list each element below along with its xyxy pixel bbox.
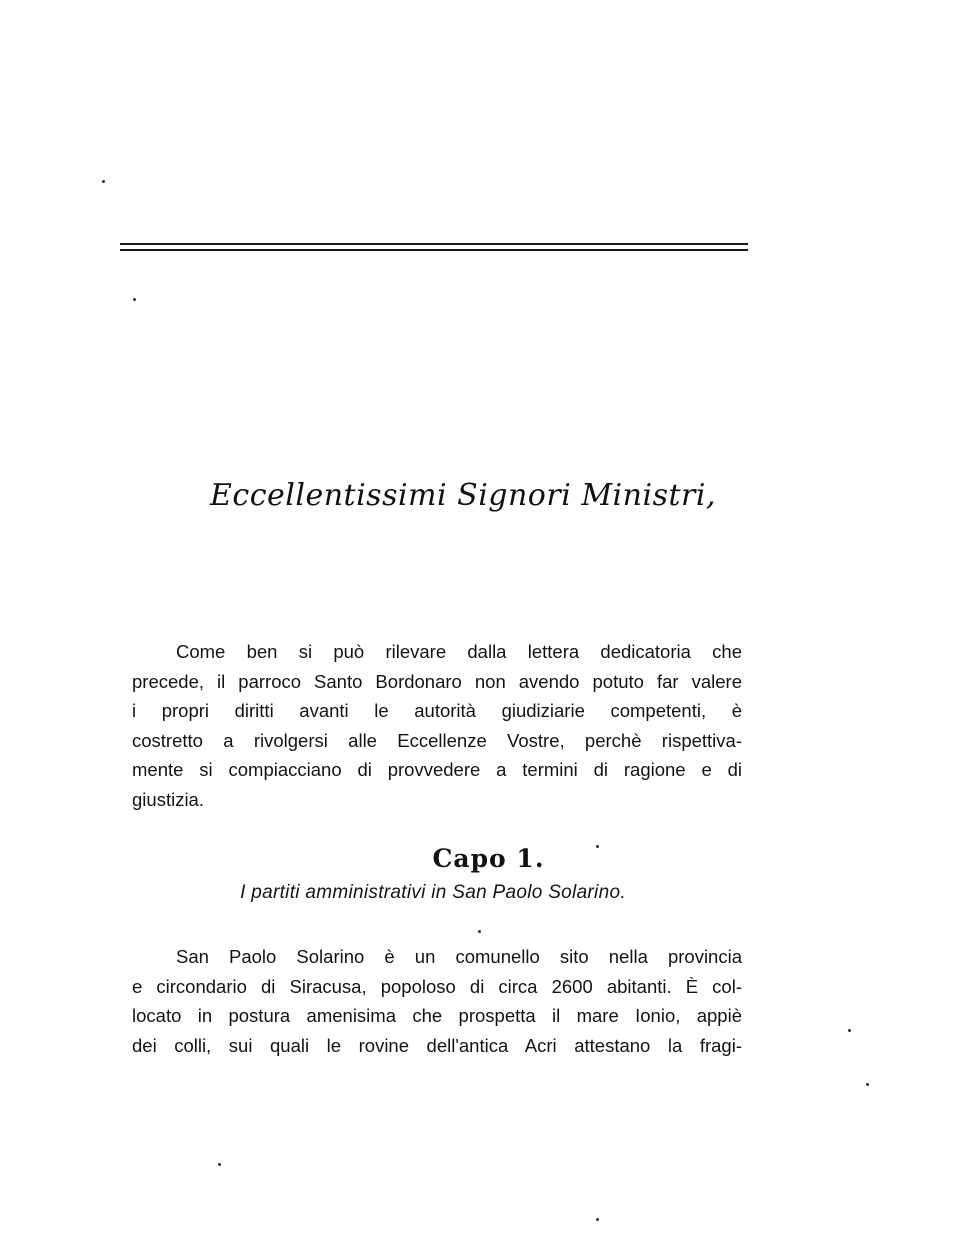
scan-speck [218,1163,221,1166]
paragraph-line: precede, il parroco Santo Bordonaro non avendo potuto far valere [132,670,742,692]
paragraph-line: San Paolo Solarino è un comunello sito nella provincia [176,946,742,967]
paragraph-line: locato in postura amenisima che prospetta il mare Ionio, appiè [132,1005,742,1027]
salutation: Eccellentissimi Signori Ministri, [210,478,716,513]
chapter-subtitle: I partiti amministrativi in San Paolo Solarino. [240,882,626,903]
paragraph-line: e circondario di Siracusa, popoloso di circa 2600 abitanti. È col- [132,975,742,997]
chapter-title: Capo 1. [432,844,545,873]
paragraph-chapter-body [132,942,742,1060]
scan-speck [102,180,105,183]
paragraph-line: giustizia. [132,788,204,810]
header-double-rule [120,243,748,253]
paragraph-line: dei colli, sui quali le rovine dell'antica Acri attestano la fragi- [132,1034,742,1056]
scan-speck [478,930,481,933]
scan-speck [866,1083,869,1086]
header-rule-bottom [120,249,748,251]
header-rule-top [120,243,748,245]
scan-speck [133,298,136,301]
paragraph-line: costretto a rivolgersi alle Eccellenze Vostre, perchè rispettiva- [132,729,742,751]
paragraph-intro [132,637,742,815]
scan-speck [596,845,599,848]
paragraph-line: Come ben si può rilevare dalla lettera dedicatoria che [176,641,742,662]
paragraph-line: mente si compiacciano di provvedere a termini di ragione e di [132,759,742,781]
scan-speck [848,1029,851,1032]
scan-speck [596,1218,599,1221]
paragraph-line: i propri diritti avanti le autorità giudiziarie competenti, è [132,700,742,722]
